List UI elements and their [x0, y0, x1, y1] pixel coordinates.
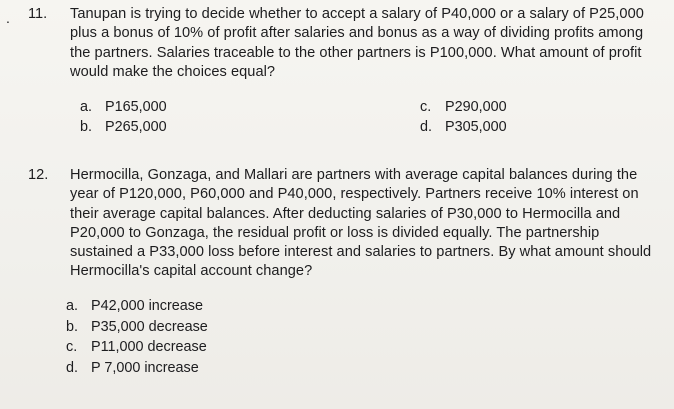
choice-d: [66, 358, 658, 379]
question-text: Hermocilla, Gonzaga, and Mallari are partners with average capital balances during the year of P120,000, P60,000 and P40,000, respectively. Partners receive 10% interest on their average capital balances. After deducting salaries of P30,000 to Hermocilla and P20,000 to Gonzaga, the residual profit or loss is divided equally. The partnership sustained a P33,000 loss before interest and salaries to partners. By what amount should Hermocilla's capital account change?: [70, 167, 652, 280]
choice-text: P 7,000 increase: [91, 360, 199, 377]
question-number: 12.: [28, 167, 49, 183]
question-12: [28, 166, 658, 379]
question-12-stem: [28, 166, 658, 282]
choice-text: P305,000: [445, 119, 507, 136]
choice-letter: d.: [66, 360, 79, 377]
choice-c: [420, 98, 620, 116]
choice-letter: c.: [66, 339, 78, 356]
answer-choices: [80, 98, 658, 136]
choice-letter: d.: [420, 119, 433, 136]
choice-d: [420, 118, 620, 136]
answer-choices: [66, 296, 658, 379]
choice-text: P42,000 increase: [91, 297, 204, 314]
question-11: [28, 5, 658, 136]
bullet-dot: .: [6, 10, 10, 26]
choice-letter: a.: [66, 297, 79, 314]
question-text: Tanupan is trying to decide whether to accept a salary of P40,000 or a salary of P25,000 plus a bonus of 10% of profit after salaries and bonus as a way of dividing profits among the partners. Salaries traceable to the other partners is P100,000. What amount of profit would make the choices equal?: [70, 6, 644, 80]
choice-b: [80, 118, 330, 136]
choice-b: [66, 317, 658, 338]
choice-text: P290,000: [445, 99, 507, 116]
choice-c: [66, 337, 658, 358]
choice-a: [66, 296, 658, 317]
choice-text: P265,000: [105, 119, 167, 136]
choice-letter: b.: [66, 318, 79, 335]
question-11-stem: [28, 5, 658, 82]
choice-text: P165,000: [105, 99, 167, 116]
choice-letter: b.: [80, 119, 93, 136]
choice-letter: c.: [420, 99, 432, 116]
choice-a: [80, 98, 330, 116]
choice-text: P11,000 decrease: [91, 339, 207, 356]
question-number: 11.: [28, 6, 48, 22]
choice-letter: a.: [80, 99, 93, 116]
choice-text: P35,000 decrease: [91, 318, 208, 335]
